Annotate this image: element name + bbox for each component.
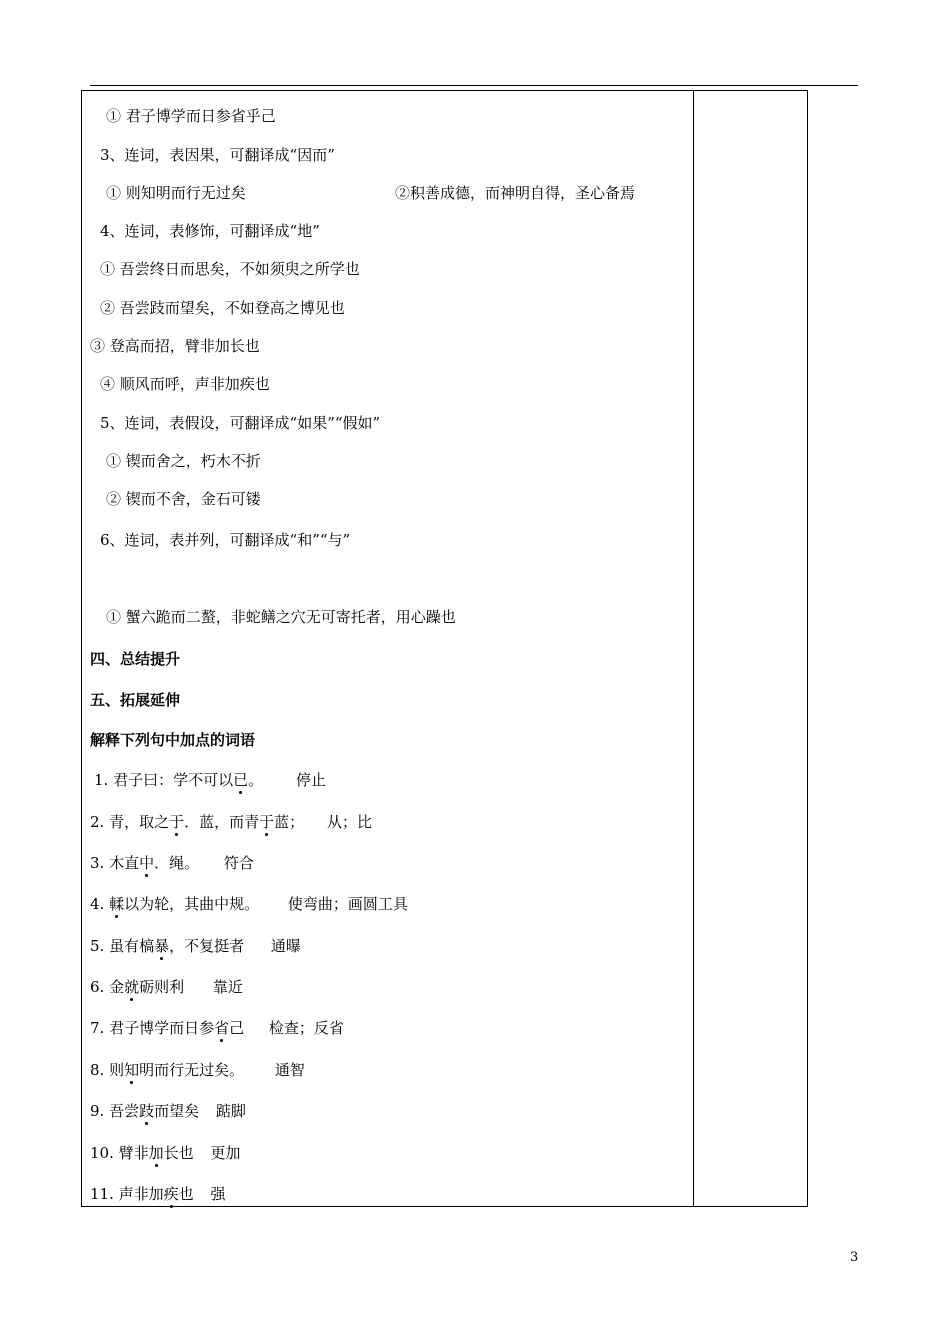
exercise-item xyxy=(90,1101,246,1121)
exercise-sentence: 2. 青，取之于．蓝，而青于蓝； xyxy=(90,813,305,831)
exercise-item xyxy=(90,1143,240,1163)
page-number: 3 xyxy=(850,1250,859,1265)
exercise-answer: 符合 xyxy=(223,854,254,872)
example-line: ① 则知明而行无过矣 xyxy=(106,184,246,202)
dotted-word: 已 xyxy=(233,771,249,789)
exercise-item xyxy=(90,812,372,832)
exercise-answer: 从；比 xyxy=(326,813,372,831)
exercise-item xyxy=(90,1060,305,1080)
exercise-sentence: 4. 輮以为轮，其曲中规。 xyxy=(90,895,260,913)
example-line: ② 锲而不舍，金石可镂 xyxy=(106,490,261,508)
section-heading-summary: 四、总结提升 xyxy=(90,650,181,668)
exercise-answer: 踮脚 xyxy=(215,1102,246,1120)
dotted-word: 跂 xyxy=(139,1102,155,1120)
usage-heading: 3、连词，表因果，可翻译成“因而” xyxy=(100,146,335,164)
dotted-word: 就 xyxy=(124,978,140,996)
exercise-answer: 通智 xyxy=(274,1061,305,1079)
exercise-instruction: 解释下列句中加点的词语 xyxy=(90,731,256,749)
exercise-answer: 停止 xyxy=(295,771,326,789)
exercise-item xyxy=(90,1018,344,1038)
exercise-sentence: 9. 吾尝跂而望矣 xyxy=(90,1102,200,1120)
dotted-word: 暴 xyxy=(154,937,170,955)
table-column-divider xyxy=(693,90,694,1207)
exercise-answer: 使弯曲；画圆工具 xyxy=(287,895,408,913)
exercise-item xyxy=(90,977,243,997)
exercise-sentence: 5. 虽有槁暴，不复挺者 xyxy=(90,937,245,955)
exercise-item xyxy=(90,894,408,914)
example-line: ②积善成德，而神明自得，圣心备焉 xyxy=(395,184,636,202)
example-line: ① 蟹六跪而二螯，非蛇鳝之穴无可寄托者，用心躁也 xyxy=(106,608,456,626)
exercise-answer: 通曝 xyxy=(270,937,301,955)
exercise-sentence: 1. 君子曰：学不可以已。 xyxy=(94,771,264,789)
example-line: ④ 顺风而呼，声非加疾也 xyxy=(100,375,270,393)
dotted-word: 于 xyxy=(169,813,185,831)
exercise-sentence: 10. 臂非加长也 xyxy=(90,1144,194,1162)
exercise-sentence: 8. 则知明而行无过矣。 xyxy=(90,1061,245,1079)
dotted-word: 輮 xyxy=(109,895,125,913)
exercise-sentence: 3. 木直中．绳。 xyxy=(90,854,200,872)
exercise-item xyxy=(90,1184,225,1204)
exercise-sentence: 11. 声非加疾也 xyxy=(90,1185,194,1203)
exercise-sentence: 7. 君子博学而日参省己 xyxy=(90,1019,245,1037)
example-line: ① 吾尝终日而思矣，不如须臾之所学也 xyxy=(100,260,360,278)
dotted-word: 加 xyxy=(148,1144,164,1162)
example-line: ③ 登高而招，臂非加长也 xyxy=(90,337,260,355)
dotted-word: 疾 xyxy=(163,1185,179,1203)
exercise-item xyxy=(90,853,254,873)
usage-heading: 4、连词，表修饰，可翻译成“地” xyxy=(100,222,320,240)
exercise-item xyxy=(90,936,301,956)
usage-heading: 5、连词，表假设，可翻译成“如果”“假如” xyxy=(100,414,381,432)
exercise-item xyxy=(94,770,326,790)
dotted-word: 于 xyxy=(259,813,275,831)
header-rule xyxy=(90,85,858,86)
exercise-answer: 检查；反省 xyxy=(268,1019,344,1037)
example-line: ② 吾尝跂而望矣，不如登高之博见也 xyxy=(100,299,345,317)
section-heading-extend: 五、拓展延伸 xyxy=(90,691,181,709)
dotted-word: 省 xyxy=(214,1019,230,1037)
exercise-answer: 更加 xyxy=(210,1144,241,1162)
exercise-answer: 靠近 xyxy=(212,978,243,996)
dotted-word: 知 xyxy=(124,1061,140,1079)
exercise-answer: 强 xyxy=(210,1185,226,1203)
dotted-word: 中 xyxy=(139,854,155,872)
table-frame xyxy=(81,90,808,1207)
exercise-sentence: 6. 金就砺则利 xyxy=(90,978,185,996)
example-line: ① 君子博学而日参省乎己 xyxy=(106,107,276,125)
usage-heading: 6、连词，表并列，可翻译成“和”“与” xyxy=(100,531,351,549)
example-line: ① 锲而舍之，朽木不折 xyxy=(106,452,261,470)
